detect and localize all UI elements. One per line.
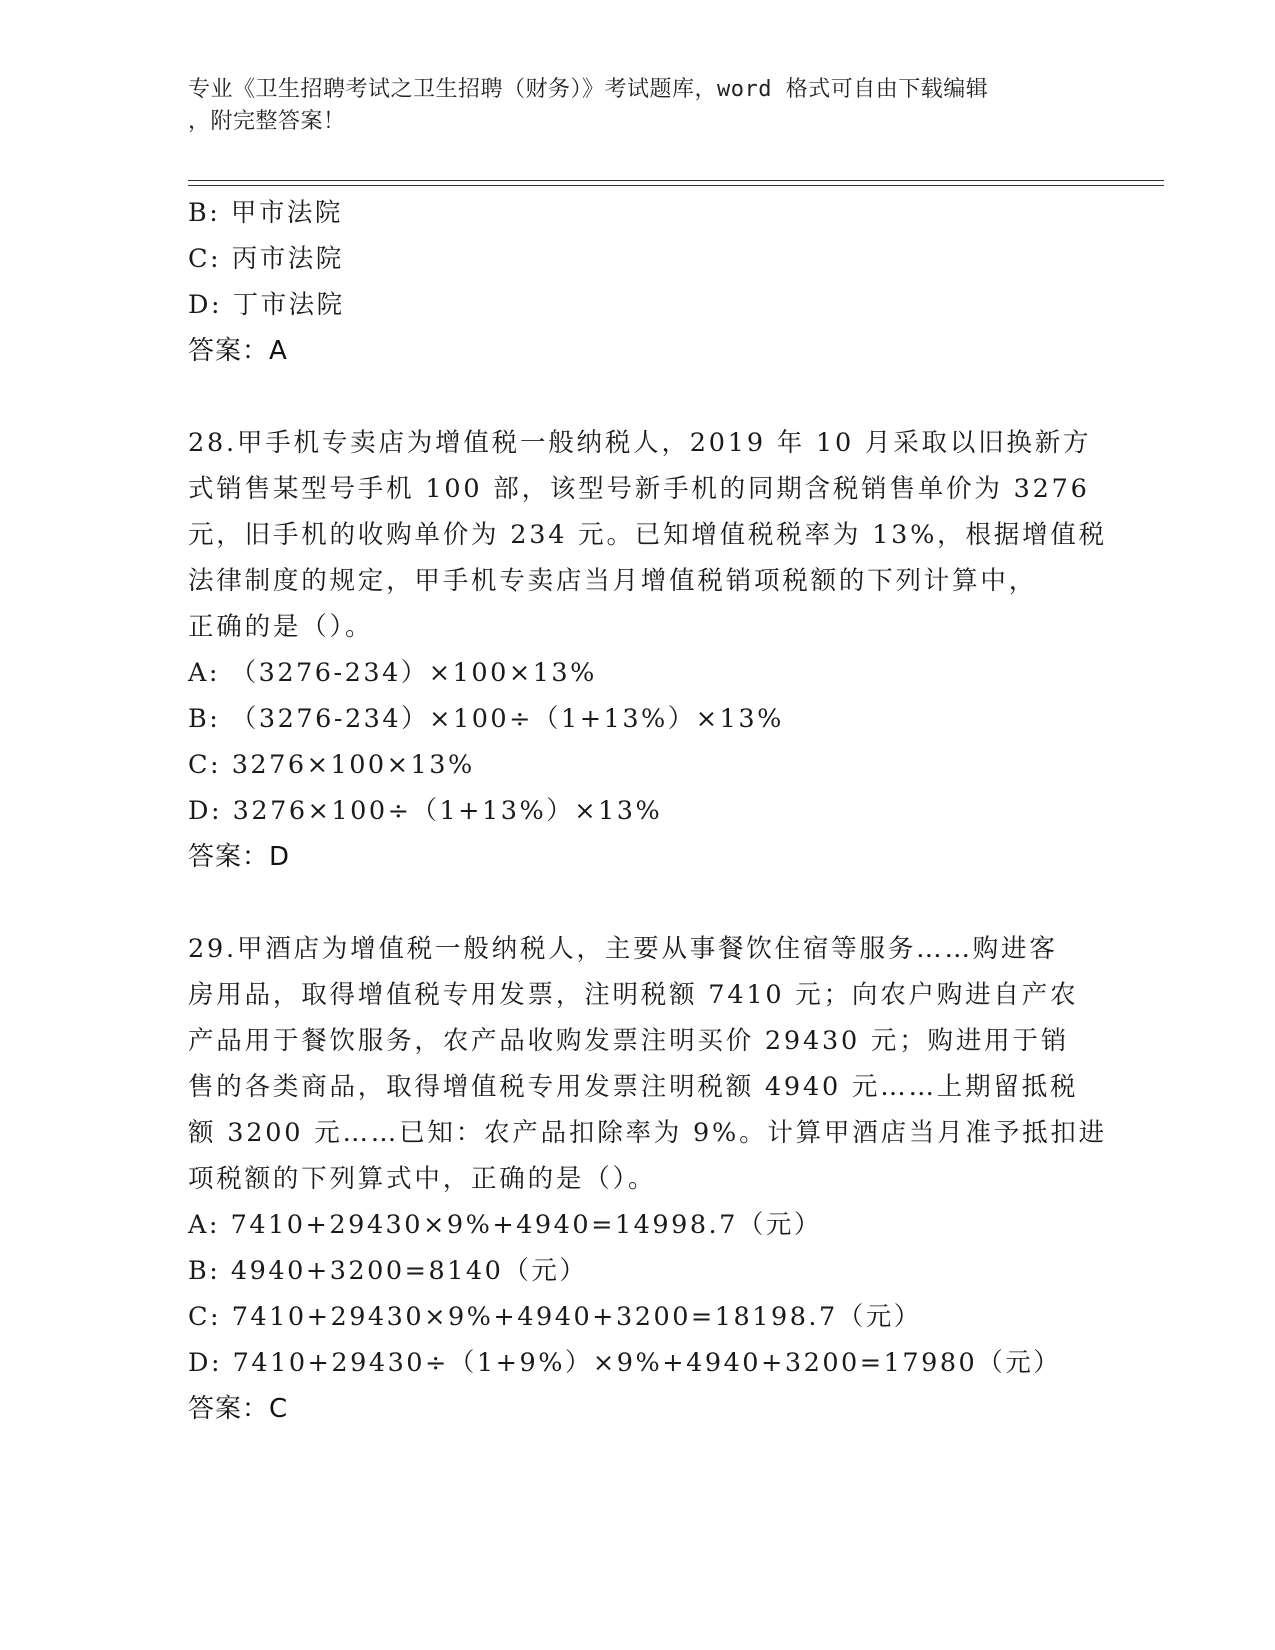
option-c: C: 3276×100×13% [188,750,475,780]
answer-line: 答案：C [188,1394,289,1424]
spacer [188,880,1088,926]
option-a: A: 7410+29430×9%+4940=14998.7（元） [188,1210,822,1240]
option-d: D: 7410+29430÷（1+9%）×9%+4940+3200=17980（元） [188,1348,1062,1378]
header-line-2: ，附完整答案！ [188,109,346,134]
previous-question-options [188,190,1088,374]
question-text-line: 28.甲手机专卖店为增值税一般纳税人，2019 年 10 月采取以旧换新方 [188,428,1092,458]
option-b: B: 甲市法院 [188,198,343,228]
option-b: B: 4940+3200=8140（元） [188,1256,588,1286]
option-b: B: （3276-234）×100÷（1+13%）×13% [188,704,784,734]
question-text-line: 法律制度的规定，甲手机专卖店当月增值税销项税额的下列计算中， [188,566,1038,596]
question-29-text [188,926,1107,1202]
question-28 [188,420,1107,880]
document-header [188,74,1088,138]
spacer [188,374,1088,420]
question-text-line: 正确的是（）。 [188,612,374,642]
option-d: D: 3276×100÷（1+13%）×13% [188,796,663,826]
question-text-line: 额 3200 元……已知：农产品扣除率为 9%。计算甲酒店当月准予抵扣进 [188,1118,1107,1148]
question-text-line: 售的各类商品，取得增值税专用发票注明税额 4940 元……上期留抵税 [188,1072,1079,1102]
answer-line: 答案：D [188,842,291,872]
question-text-line: 房用品，取得增值税专用发票，注明税额 7410 元；向农户购进自产农 [188,980,1079,1010]
header-line-1: 专业《卫生招聘考试之卫生招聘（财务）》考试题库，word 格式可自由下载编辑 [188,77,989,102]
document-body [188,190,1107,1432]
question-text-line: 式销售某型号手机 100 部，该型号新手机的同期含税销售单价为 3276 [188,474,1090,504]
option-d: D: 丁市法院 [188,290,345,320]
header-divider-bottom [188,185,1164,186]
option-c: C: 7410+29430×9%+4940+3200=18198.7（元） [188,1302,922,1332]
question-text-line: 元，旧手机的收购单价为 234 元。已知增值税税率为 13%，根据增值税 [188,520,1107,550]
question-29 [188,926,1107,1432]
question-text-line: 项税额的下列算式中，正确的是（）。 [188,1164,657,1194]
answer-line: 答案：A [188,336,288,366]
option-c: C: 丙市法院 [188,244,344,274]
question-28-text [188,420,1107,650]
question-text-line: 产品用于餐饮服务，农产品收购发票注明买价 29430 元；购进用于销 [188,1026,1070,1056]
question-text-line: 29.甲酒店为增值税一般纳税人，主要从事餐饮住宿等服务……购进客 [188,934,1058,964]
option-a: A: （3276-234）×100×13% [188,658,597,688]
header-divider-top [188,180,1164,181]
